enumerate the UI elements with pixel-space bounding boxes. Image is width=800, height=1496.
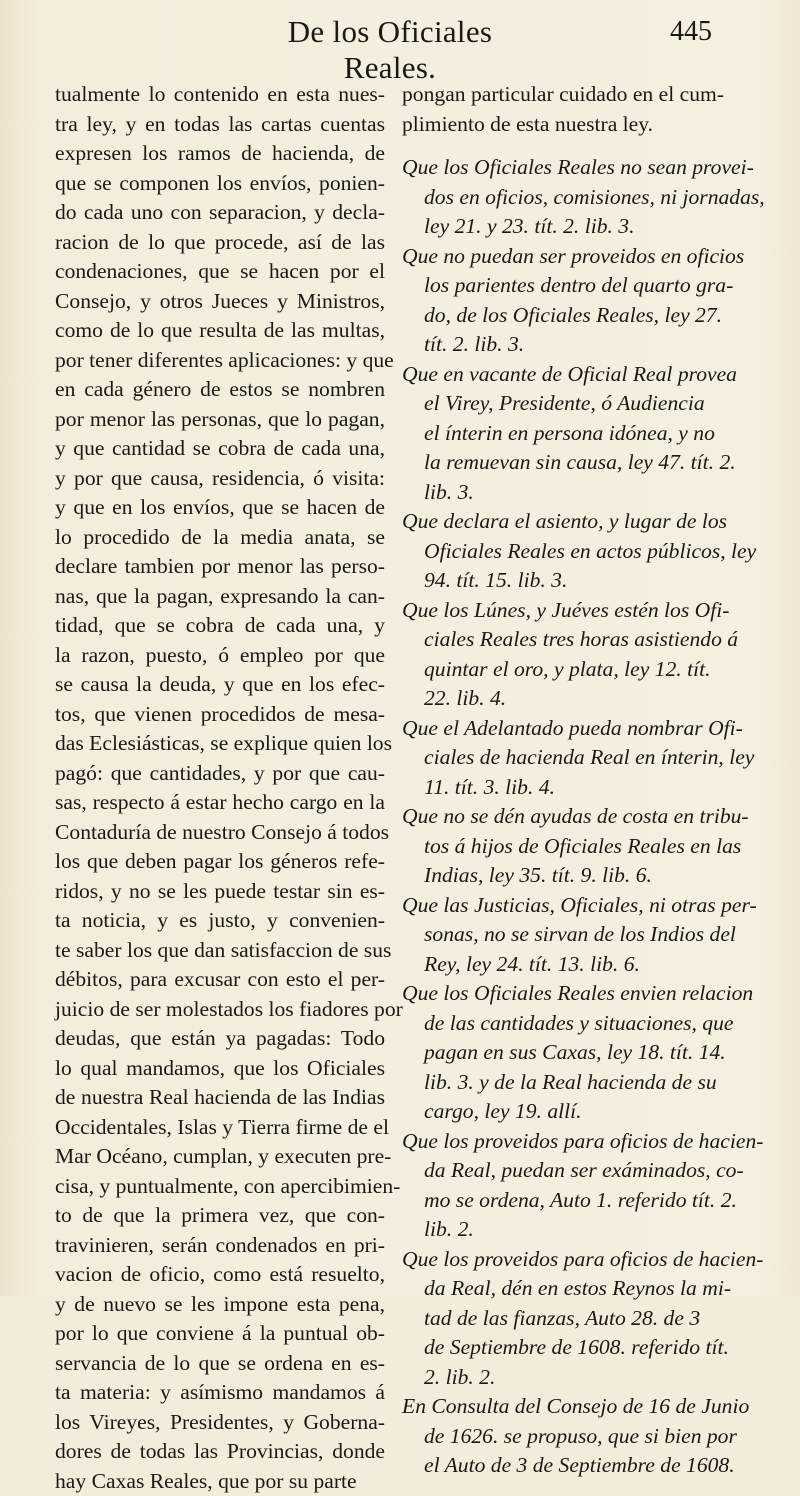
marginal-note <box>402 507 747 596</box>
note-line: Que los proveidos para oficios de hacien- <box>402 1245 747 1275</box>
text-line: Mar Océano, cumplan, y executen pre- <box>55 1142 385 1172</box>
marginal-note <box>402 242 747 360</box>
note-line: tos á hijos de Oficiales Reales en las <box>402 832 747 862</box>
text-line: por menor las personas, que lo pagan, <box>55 405 385 435</box>
text-line: ta materia: y asímismo mandamos á <box>55 1378 385 1408</box>
note-line: Oficiales Reales en actos públicos, ley <box>402 537 747 567</box>
left-column-text <box>55 80 385 1496</box>
page-number: 445 <box>670 16 712 48</box>
text-line: Consejo, y otros Jueces y Ministros, <box>55 287 385 317</box>
text-line: cisa, y puntualmente, con apercibimien- <box>55 1172 385 1202</box>
note-line: mo se ordena, Auto 1. referido tít. 2. <box>402 1186 747 1216</box>
note-line: da Real, dén en estos Reynos la mi- <box>402 1274 747 1304</box>
running-title: De los Oficiales Reales. <box>240 14 540 86</box>
text-line: travinieren, serán condenados en pri- <box>55 1231 385 1261</box>
text-line: do cada uno con separacion, y decla- <box>55 198 385 228</box>
note-line: Indias, ley 35. tít. 9. lib. 6. <box>402 861 747 891</box>
note-line: los parientes dentro del quarto gra- <box>402 271 747 301</box>
note-line: 22. lib. 4. <box>402 684 747 714</box>
text-line: Occidentales, Islas y Tierra firme de el <box>55 1113 385 1143</box>
text-line: tra ley, y en todas las cartas cuentas <box>55 110 385 140</box>
text-line: y de nuevo se les impone esta pena, <box>55 1290 385 1320</box>
text-line: tidad, que se cobra de cada una, y <box>55 611 385 641</box>
marginal-note <box>402 802 747 891</box>
text-line: to de que la primera vez, que con- <box>55 1201 385 1231</box>
note-line: En Consulta del Consejo de 16 de Junio <box>402 1392 747 1422</box>
text-line: condenaciones, que se hacen por el <box>55 257 385 287</box>
text-line: hay Caxas Reales, que por su parte <box>55 1467 385 1496</box>
note-line: lib. 3. y de la Real hacienda de su <box>402 1068 747 1098</box>
note-line: de 1626. se propuso, que si bien por <box>402 1422 747 1452</box>
text-line: te saber los que dan satisfaccion de sus <box>55 936 385 966</box>
text-line: pagó: que cantidades, y por que cau- <box>55 759 385 789</box>
text-line: lo procedido de la media anata, se <box>55 523 385 553</box>
note-line: do, de los Oficiales Reales, ley 27. <box>402 301 747 331</box>
text-line: que se componen los envíos, ponien- <box>55 169 385 199</box>
text-line: vacion de oficio, como está resuelto, <box>55 1260 385 1290</box>
text-line: juicio de ser molestados los fiadores por <box>55 995 385 1025</box>
running-head <box>0 14 800 54</box>
note-line: Que los Oficiales Reales envien relacion <box>402 979 747 1009</box>
text-line: servancia de lo que se ordena en es- <box>55 1349 385 1379</box>
note-line: lib. 2. <box>402 1215 747 1245</box>
note-line: Que el Adelantado pueda nombrar Ofi- <box>402 714 747 744</box>
text-line: los Vireyes, Presidentes, y Goberna- <box>55 1408 385 1438</box>
note-line: da Real, puedan ser exáminados, co- <box>402 1156 747 1186</box>
note-line: cargo, ley 19. allí. <box>402 1097 747 1127</box>
text-line: pongan particular cuidado en el cum- <box>402 80 747 110</box>
marginal-note <box>402 153 747 242</box>
marginal-note <box>402 1127 747 1245</box>
note-line: lib. 3. <box>402 478 747 508</box>
note-line: el ínterin en persona idónea, y no <box>402 419 747 449</box>
note-line: sonas, no se sirvan de los Indios del <box>402 920 747 950</box>
marginal-note <box>402 891 747 980</box>
text-line: como de lo que resulta de las multas, <box>55 316 385 346</box>
note-line: de las cantidades y situaciones, que <box>402 1009 747 1039</box>
text-line: nas, que la pagan, expresando la can- <box>55 582 385 612</box>
marginal-note <box>402 1245 747 1393</box>
text-line: débitos, para excusar con esto el per- <box>55 965 385 995</box>
text-line: racion de lo que procede, así de las <box>55 228 385 258</box>
note-line: tad de las fianzas, Auto 28. de 3 <box>402 1304 747 1334</box>
text-line: tos, que vienen procedidos de mesa- <box>55 700 385 730</box>
text-line: y que cantidad se cobra de cada una, <box>55 434 385 464</box>
note-line: 11. tít. 3. lib. 4. <box>402 773 747 803</box>
note-line: ciales de hacienda Real en ínterin, ley <box>402 743 747 773</box>
right-column-marginal-notes <box>402 80 747 1481</box>
text-line: y que en los envíos, que se hacen de <box>55 493 385 523</box>
note-line: Que en vacante de Oficial Real provea <box>402 360 747 390</box>
note-line: dos en oficios, comisiones, ni jornadas, <box>402 183 747 213</box>
note-line: Que los Oficiales Reales no sean provei- <box>402 153 747 183</box>
note-line: Que los proveidos para oficios de hacien- <box>402 1127 747 1157</box>
text-line: la razon, puesto, ó empleo por que <box>55 641 385 671</box>
note-line: ciales Reales tres horas asistiendo á <box>402 625 747 655</box>
text-line: Contaduría de nuestro Consejo á todos <box>55 818 385 848</box>
note-line: quintar el oro, y plata, ley 12. tít. <box>402 655 747 685</box>
text-line: ridos, y no se les puede testar sin es- <box>55 877 385 907</box>
text-line: expresen los ramos de hacienda, de <box>55 139 385 169</box>
note-line: Que las Justicias, Oficiales, ni otras per- <box>402 891 747 921</box>
marginal-note <box>402 714 747 803</box>
text-line: en cada género de estos se nombren <box>55 375 385 405</box>
note-line: de Septiembre de 1608. referido tít. <box>402 1333 747 1363</box>
note-line: Rey, ley 24. tít. 13. lib. 6. <box>402 950 747 980</box>
text-line: por tener diferentes aplicaciones: y que <box>55 346 385 376</box>
text-line: das Eclesiásticas, se explique quien los <box>55 729 385 759</box>
note-line: pagan en sus Caxas, ley 18. tít. 14. <box>402 1038 747 1068</box>
marginal-note <box>402 596 747 714</box>
note-line: Que no puedan ser proveidos en oficios <box>402 242 747 272</box>
note-line: tít. 2. lib. 3. <box>402 330 747 360</box>
note-line: Que declara el asiento, y lugar de los <box>402 507 747 537</box>
text-line: tualmente lo contenido en esta nues- <box>55 80 385 110</box>
text-line: los que deben pagar los géneros refe- <box>55 847 385 877</box>
text-line: sas, respecto á estar hecho cargo en la <box>55 788 385 818</box>
marginal-note <box>402 360 747 508</box>
text-line: por lo que conviene á la puntual ob- <box>55 1319 385 1349</box>
note-line: la remuevan sin causa, ley 47. tít. 2. <box>402 448 747 478</box>
text-line: de nuestra Real hacienda de las Indias <box>55 1083 385 1113</box>
marginal-note <box>402 979 747 1127</box>
note-line: el Auto de 3 de Septiembre de 1608. <box>402 1451 747 1481</box>
note-line: el Virey, Presidente, ó Audiencia <box>402 389 747 419</box>
note-line: Que no se dén ayudas de costa en tribu- <box>402 802 747 832</box>
text-line: declare tambien por menor las perso- <box>55 552 385 582</box>
text-line: se causa la deuda, y que en los efec- <box>55 670 385 700</box>
text-line: y por que causa, residencia, ó visita: <box>55 464 385 494</box>
spacer <box>402 139 747 153</box>
text-line: ta noticia, y es justo, y convenien- <box>55 906 385 936</box>
text-line: plimiento de esta nuestra ley. <box>402 110 747 140</box>
note-line: 2. lib. 2. <box>402 1363 747 1393</box>
note-line: 94. tít. 15. lib. 3. <box>402 566 747 596</box>
marginal-note <box>402 1392 747 1481</box>
text-line: lo qual mandamos, que los Oficiales <box>55 1054 385 1084</box>
note-line: ley 21. y 23. tít. 2. lib. 3. <box>402 212 747 242</box>
text-line: deudas, que están ya pagadas: Todo <box>55 1024 385 1054</box>
note-line: Que los Lúnes, y Juéves estén los Ofi- <box>402 596 747 626</box>
text-line: dores de todas las Provincias, donde <box>55 1437 385 1467</box>
